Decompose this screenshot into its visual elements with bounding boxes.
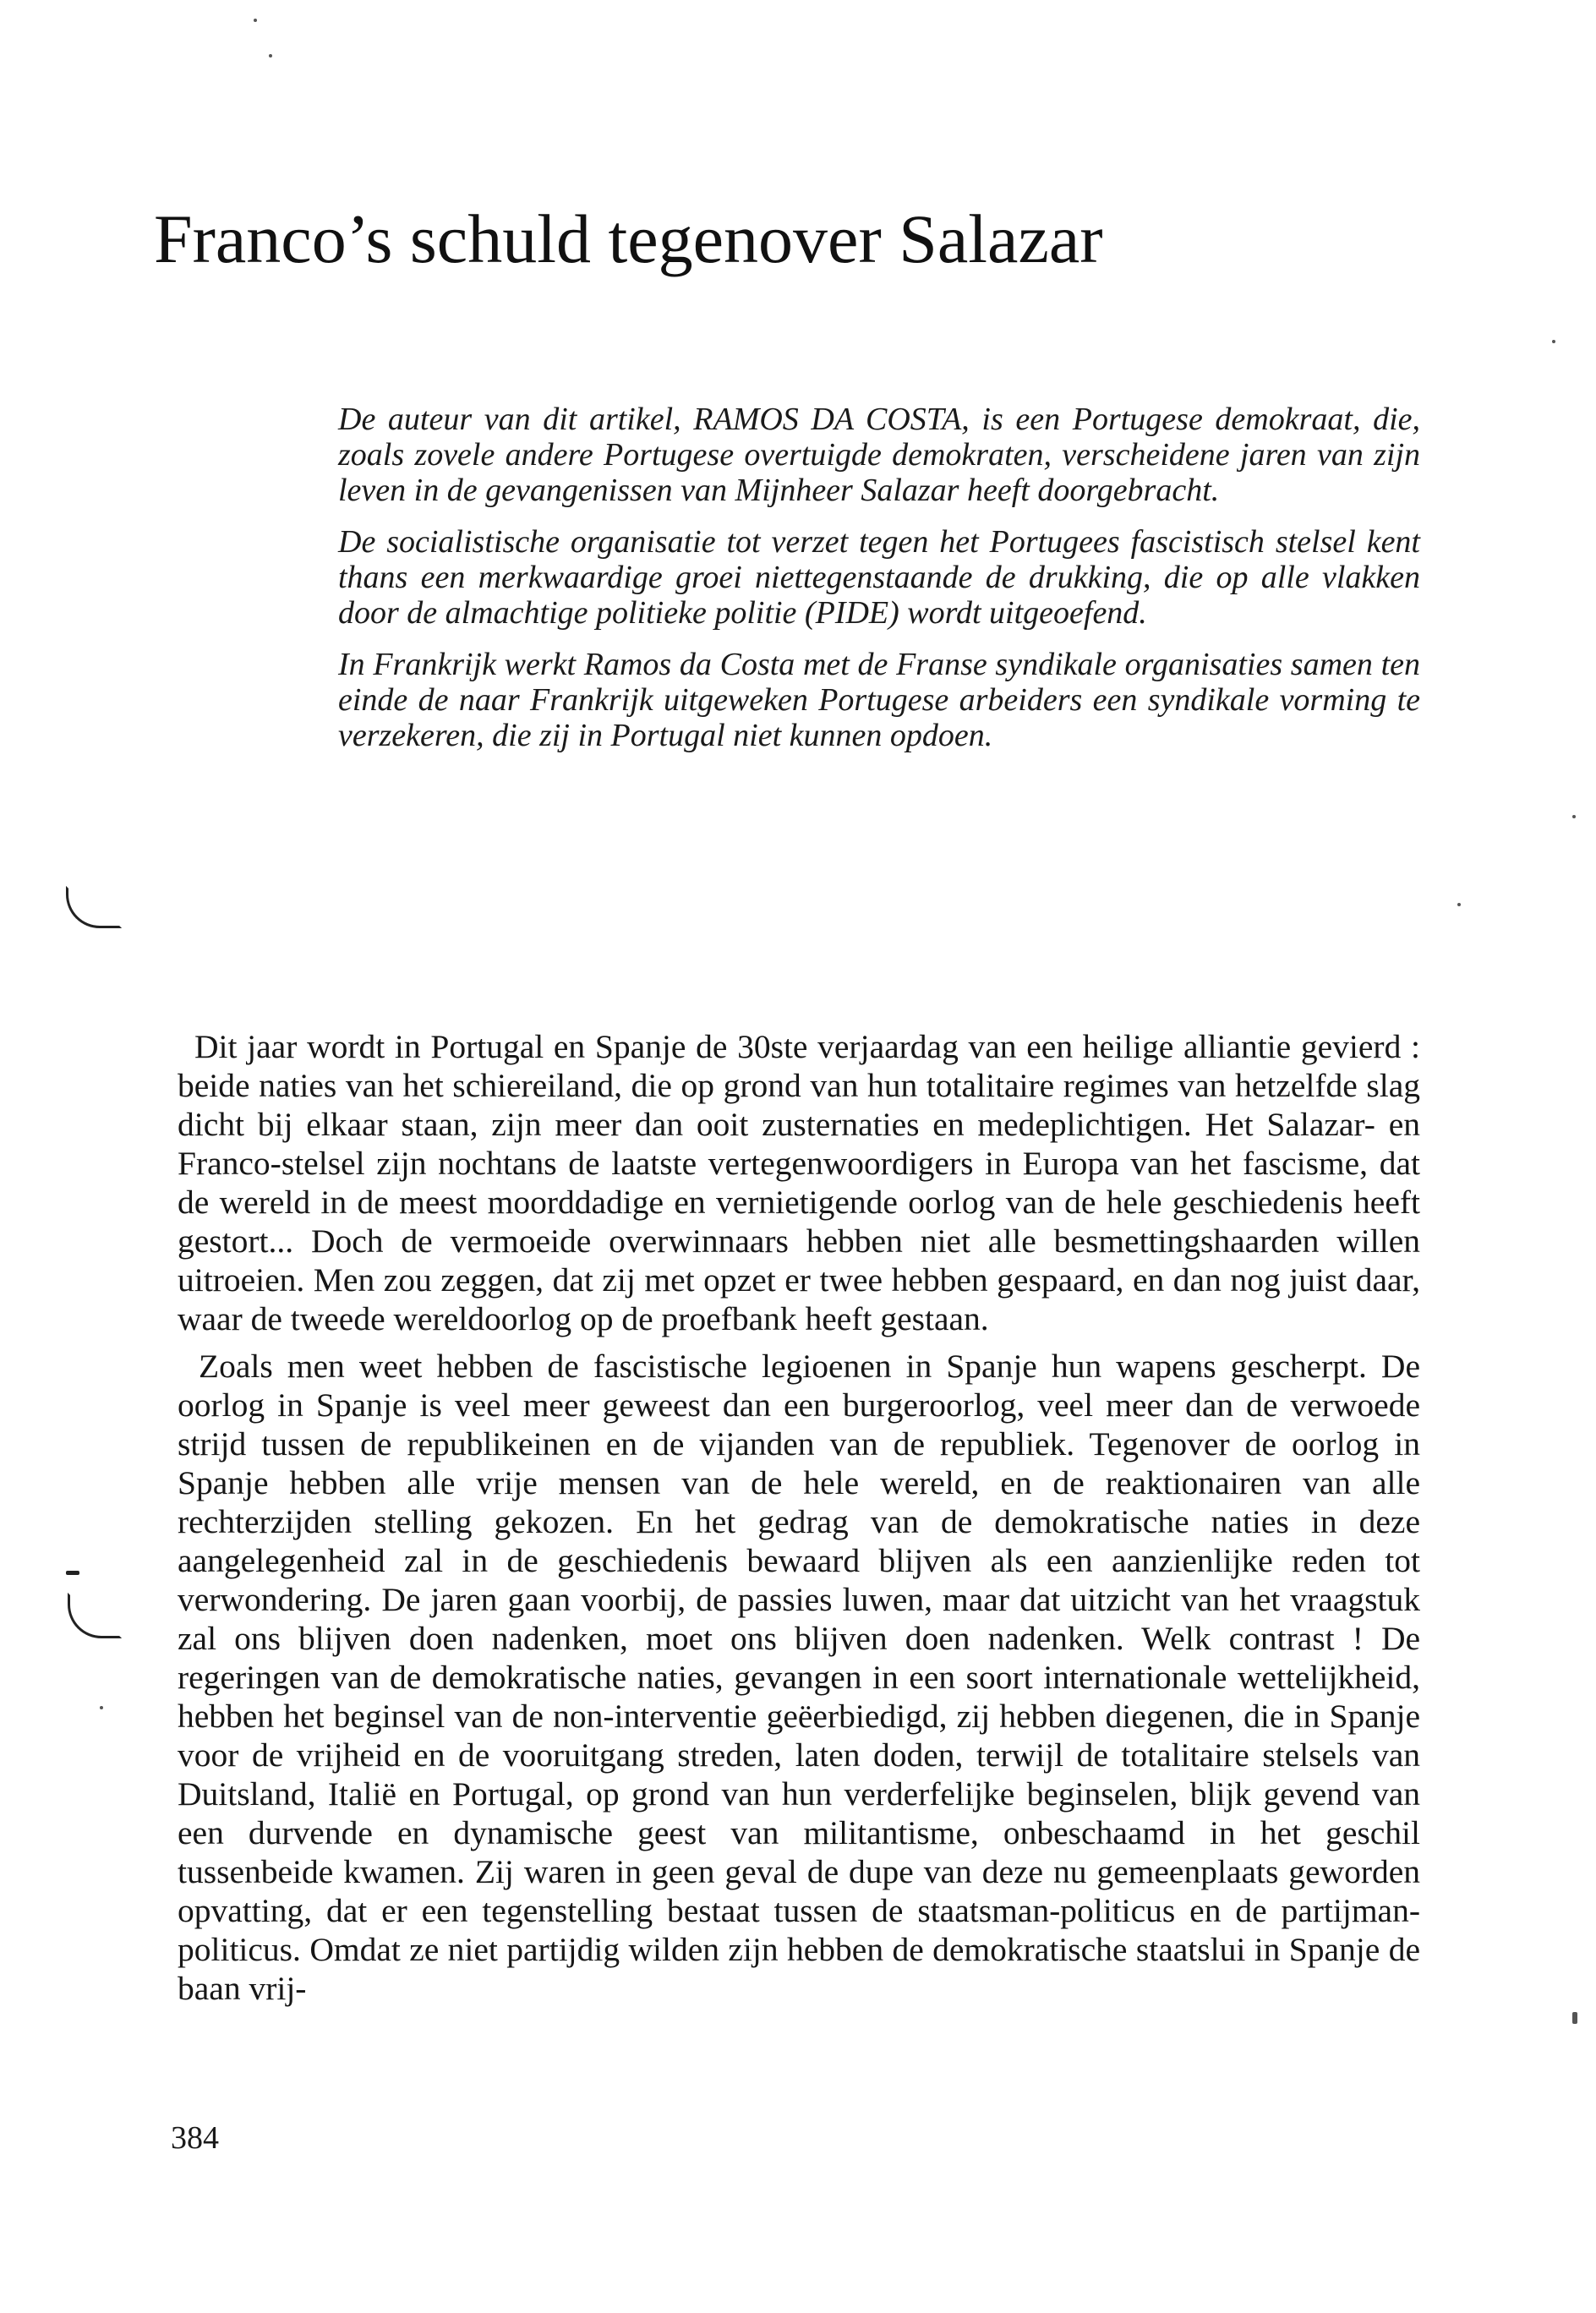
body-paragraph: Zoals men weet hebben de fascistische legioenen in Spanje hun wapens gescherpt. De oorlog in Spanje is veel meer geweest dan een burgeroorlog, veel meer dan de verwoede strijd tussen de republikeinen en de vijanden van de republiek. Tegenover de oorlog in Spanje hebben alle vrije mensen van de hele wereld, en de reaktionairen van alle rechterzijden stelling gekozen. En het gedrag van de demokratische naties in deze aangelegenheid zal in de geschiedenis bewaard blijven als een aanzienlijke reden tot verwondering. De jaren gaan voorbij, de passies luwen, maar dat uitzicht van het vraagstuk zal ons blijven doen nadenken, moet ons blijven doen nadenken. Welk contrast ! De regeringen van de demokratische naties, gevangen in een soort internationale wettelijkheid, hebben het beginsel van de non-interventie geëerbiedigd, zij hebben diegenen, die in Spanje voor de vrijheid en de vooruitgang streden, laten doden, terwijl de totalitaire stelsels van Duitsland, Italië en Portugal, op grond van hun verderfelijke beginselen, blijk gevend van een durvende en dynamische geest van militantisme, onbeschaamd in het geschil tussenbeide kwamen. Zij waren in geen geval de dupe van deze nu gemeenplaats geworden opvatting, dat er een tegenstelling bestaat tussen de staatsman-politicus en de partijman-politicus. Omdat ze niet partijdig wilden zijn hebben de demokratische staatslui in Spanje de baan vrij- (178, 1348, 1420, 2007)
margin-punch-mark (68, 1593, 122, 1638)
scan-speck (1572, 2012, 1577, 2024)
intro-paragraph: De auteur van dit artikel, RAMOS DA COSTA, is een Portugese demokraat, die, zoals zovele andere Portugese overtuigde demokraten, verscheidene jaren van zijn leven in de gevangenissen van Mijnheer Salazar heeft doorgebracht. (338, 402, 1420, 508)
scan-speck (269, 54, 272, 57)
scan-speck (1457, 903, 1461, 906)
article-title: Franco’s schuld tegenover Salazar (154, 200, 1103, 277)
scan-speck (254, 19, 257, 22)
margin-punch-mark (66, 886, 122, 928)
article-body (178, 1027, 1420, 2016)
body-paragraph: Dit jaar wordt in Portugal en Spanje de 30ste verjaardag van een heilige alliantie gevierd : beide naties van het schiereiland, die op grond van hun totalitaire regimes van hetzelfde slag dicht bij elkaar staan, zijn meer dan ooit zusternaties en medeplichtigen. Het Salazar- en Franco-stelsel zijn nochtans de laatste vertegenwoordigers in Europa van het fascisme, dat de wereld in de meest moorddadige en vernietigende oorlog van de hele geschiedenis heeft gestort... Doch de vermoeide overwinnaars hebben niet alle besmettingshaarden willen uitroeien. Men zou zeggen, dat zij met opzet er twee hebben gespaard, en dan nog juist daar, waar de tweede wereldoorlog op de proefbank heeft gestaan. (178, 1028, 1420, 1337)
page-number: 384 (171, 2120, 219, 2156)
author-introduction (338, 402, 1420, 769)
intro-paragraph: In Frankrijk werkt Ramos da Costa met de Franse syndikale organisaties samen ten einde de naar Frankrijk uitgeweken Portugese arbeiders een syndikale vorming te verzekeren, die zij in Portugal niet kunnen opdoen. (338, 647, 1420, 753)
margin-dash-mark (66, 1571, 79, 1575)
scan-speck (100, 1706, 103, 1709)
intro-paragraph: De socialistische organisatie tot verzet tegen het Portugees fascistisch stelsel kent thans een merkwaardige groei niettegenstaande de drukking, die op alle vlakken door de almachtige politieke politie (PIDE) wordt uitgeoefend. (338, 524, 1420, 631)
scan-speck (1552, 340, 1555, 343)
scan-speck (1572, 815, 1576, 818)
